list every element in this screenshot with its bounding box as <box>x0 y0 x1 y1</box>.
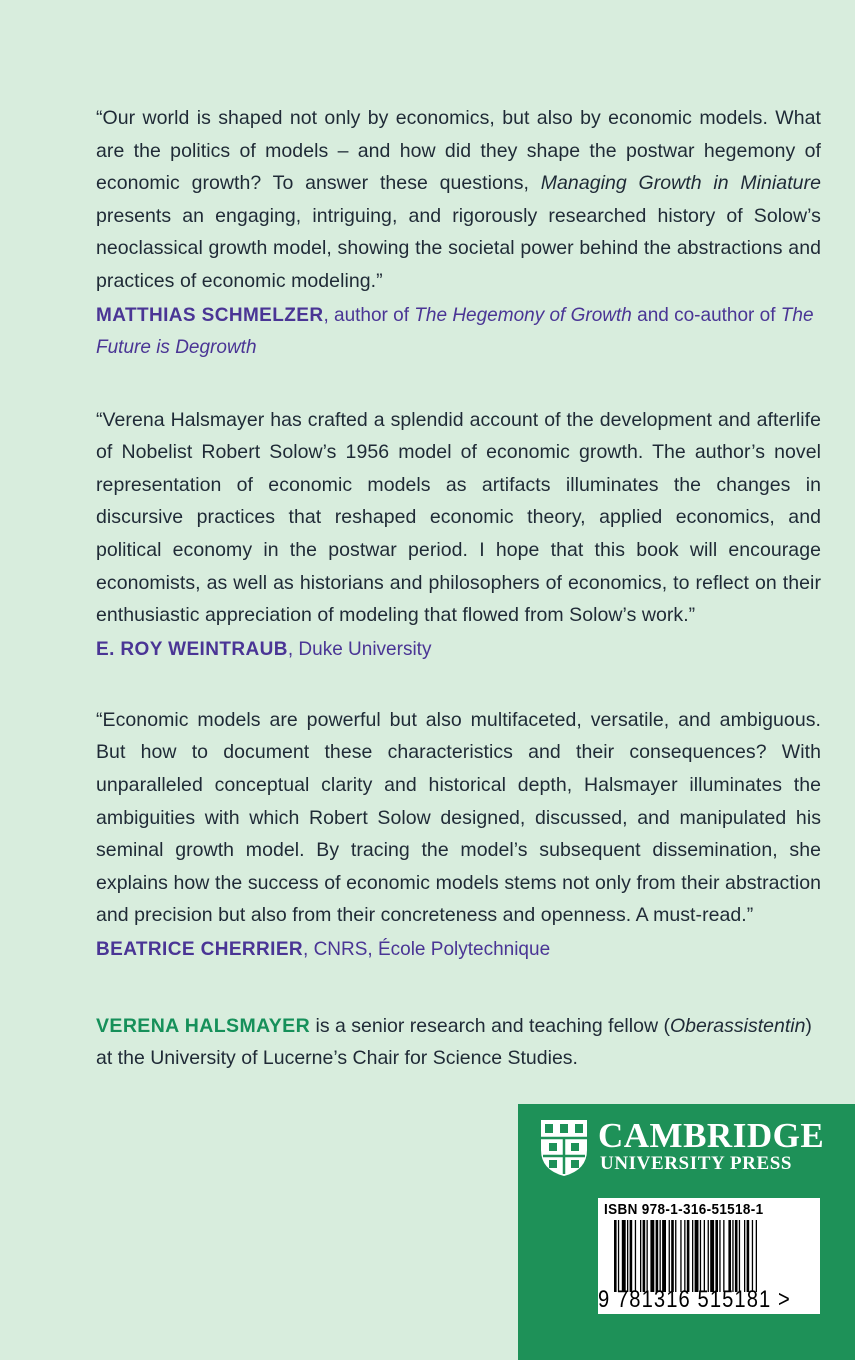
endorser-name: MATTHIAS SCHMELZER <box>96 304 324 326</box>
endorsement-quote: “Verena Halsmayer has crafted a splendid account of the development and afterlife of Nobelist Robert Solow’s 1956 model of economic growth. The author’s novel representation of economic models as artifacts illuminates the changes in discursive practices that reshaped economic theory, applied economics, and political economy in the postwar period. I hope that this book will encourage economists, as well as historians and philosophers of economics, to reflect on their enthusiastic appreciation of modeling that flowed from Solow’s work.” <box>96 408 821 627</box>
isbn-barcode <box>598 1198 820 1314</box>
publisher-name: CAMBRIDGE <box>598 1116 825 1155</box>
endorsement-2 <box>96 404 821 666</box>
endorser-name: E. ROY WEINTRAUB <box>96 638 288 660</box>
barcode-digits: 9 781316 515181 > <box>598 1286 791 1313</box>
author-name: VERENA HALSMAYER <box>96 1014 311 1037</box>
endorsement-quote: “Economic models are powerful but also multifaceted, versatile, and ambiguous. But how to document these characteristics and their consequences? With unparalleled conceptual clarity and historical depth, Halsmayer illuminates the ambiguities with which Robert Solow designed, discussed, and manipulated his seminal growth model. By tracing the model’s subsequent dissemination, she explains how the success of economic models stems not only from their abstraction and precision but also from their concreteness and openness. A must-read.” <box>96 708 821 927</box>
endorsement-1 <box>96 102 821 364</box>
endorsement-quote: “Our world is shaped not only by economics, but also by economic models. What are the politics of models – and how did they shape the postwar hegemony of economic growth? To answer these questions, Managing Growth in Miniature presents an engaging, intriguing, and rigorously researched history of Solow’s neoclassical growth model, showing the societal power behind the abstractions and practices of economic modeling.” <box>96 107 822 292</box>
endorser-name: BEATRICE CHERRIER <box>96 938 304 960</box>
barcode-bars <box>614 1220 810 1292</box>
back-cover-text <box>96 102 821 1075</box>
author-bio: VERENA HALSMAYER is a senior research and teaching fellow (Oberassistentin) at the University of Lucerne’s Chair for Science Studies. <box>96 1014 812 1070</box>
isbn-label: ISBN 978-1-316-51518-1 <box>604 1201 764 1218</box>
publisher-subtitle: UNIVERSITY PRESS <box>600 1153 793 1174</box>
cambridge-shield-icon <box>539 1118 589 1178</box>
endorsement-attribution: E. ROY WEINTRAUB, Duke University <box>96 638 432 660</box>
book-title: Managing Growth in Miniature <box>540 172 822 195</box>
endorsement-3 <box>96 704 821 966</box>
publisher-block <box>518 1104 855 1360</box>
endorsement-attribution: BEATRICE CHERRIER, CNRS, École Polytechnique <box>96 938 551 960</box>
endorsement-attribution: MATTHIAS SCHMELZER, author of The Hegemony of Growth and co-author of The Future is Degrowth <box>96 304 814 358</box>
